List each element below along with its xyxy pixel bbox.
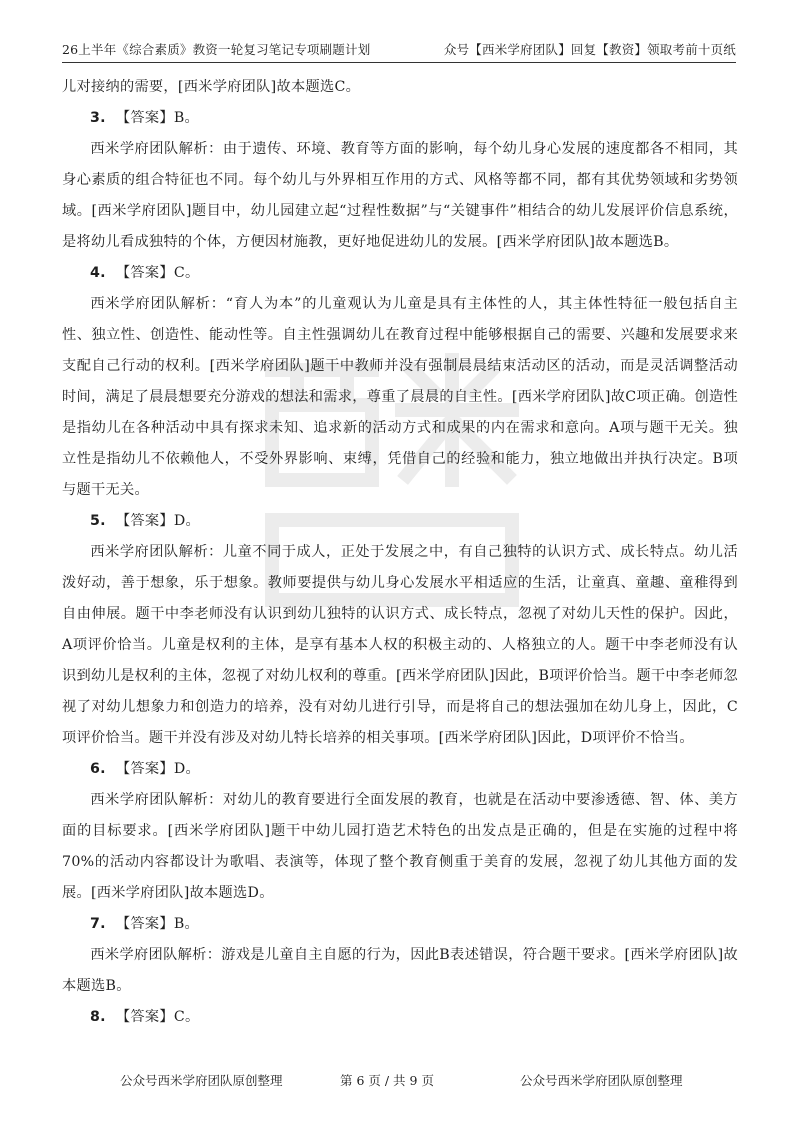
explanation-4: 西米学府团队解析：“育人为本”的儿童观认为儿童是具有主体性的人，其主体性特征一般包括自主性、独立性、创造性、能动性等。自主性强调幼儿在教育过程中能够根据自己的需要、兴趣和发展要求来支配自己行动的权利。[西米学府团队]题干中教师并没有强制晨晨结束活动区的活动，而是灵活调整活动时间，满足了晨晨想要充分游戏的想法和需求，尊重了晨晨的自主性。[西米学府团队]故C项正确。创造性是指幼儿在各种活动中具有探求未知、追求新的活动方式和成果的内在需求和意向。A项与题干无关。独立性是指幼儿不依赖他人，不受外界影响、束缚，凭借自己的经验和能力，独立地做出并执行决定。B项与题干无关。: [62, 296, 738, 498]
footer-left-text: 公众号西米学府团队原创整理: [120, 1073, 283, 1088]
page-footer: [0, 1071, 800, 1091]
question-number: 8.: [90, 1009, 106, 1025]
answer-header-5: [62, 506, 738, 537]
explanation-5: 西米学府团队解析：儿童不同于成人，正处于发展之中，有自己独特的认识方式、成长特点。幼儿活泼好动，善于想象，乐于想象。教师要提供与幼儿身心发展水平相适应的生活，让童真、童趣、童稚得到自由伸展。题干中李老师没有认识到幼儿独特的认识方式、成长特点，忽视了对幼儿天性的保护。因此，A项评价恰当。儿童是权利的主体，是享有基本人权的积极主动的、人格独立的人。题干中李老师没有认识到幼儿是权利的主体，忽视了对幼儿权利的尊重。[西米学府团队]因此，B项评价恰当。题干中李老师忽视了对幼儿想象力和创造力的培养，没有对幼儿进行引导，而是将自己的想法强加在幼儿身上，因此，C项评价恰当。题干并没有涉及对幼儿特长培养的相关事项。[西米学府团队]因此，D项评价不恰当。: [62, 544, 738, 746]
explanation-3: 西米学府团队解析：由于遗传、环境、教育等方面的影响，每个幼儿身心发展的速度都各不相同，其身心素质的组合特征也不同。每个幼儿与外界相互作用的方式、风格等都不同，都有其优势领域和劣势领域。[西米学府团队]题目中，幼儿园建立起“过程性数据”与“关键事件”相结合的幼儿发展评价信息系统，是将幼儿看成独特的个体，方便因材施教，更好地促进幼儿的发展。[西米学府团队]故本题选B。: [62, 141, 738, 250]
explanation-7: 西米学府团队解析：游戏是儿童自主自愿的行为，因此B表述错误，符合题干要求。[西米学府团队]故本题选B。: [62, 947, 738, 994]
answer-header-3: [62, 103, 738, 134]
answer-label: 【答案】D。: [115, 761, 200, 777]
header-left-text: 26上半年《综合素质》教资一轮复习笔记专项刷题计划: [62, 42, 371, 57]
explanation-6: 西米学府团队解析：对幼儿的教育要进行全面发展的教育，也就是在活动中要渗透德、智、体、美方面的目标要求。[西米学府团队]题干中幼儿园打造艺术特色的出发点是正确的，但是在实施的过程中将70%的活动内容都设计为歌唱、表演等，体现了整个教育侧重于美育的发展，忽视了幼儿其他方面的发展。[西米学府团队]故本题选D。: [62, 792, 738, 901]
question-number: 5.: [90, 513, 106, 529]
question-number: 7.: [90, 916, 106, 932]
page-number: 第 6 页 / 共 9 页: [340, 1073, 434, 1088]
question-number: 3.: [90, 110, 106, 126]
answer-header-7: [62, 909, 738, 940]
answer-label: 【答案】D。: [115, 513, 200, 529]
page-header: [62, 38, 736, 63]
answer-label: 【答案】C。: [115, 265, 200, 281]
answer-label: 【答案】B。: [115, 110, 200, 126]
answer-header-6: [62, 754, 738, 785]
answer-label: 【答案】C。: [115, 1009, 200, 1025]
intro-line: 儿对接纳的需要，[西米学府团队]故本题选C。: [62, 79, 361, 95]
answer-header-4: [62, 258, 738, 289]
answer-label: 【答案】B。: [115, 916, 200, 932]
header-right-text: 众号【西米学府团队】回复【教资】领取考前十页纸: [443, 42, 736, 57]
question-number: 4.: [90, 265, 106, 281]
footer-right-text: 公众号西米学府团队原创整理: [520, 1073, 683, 1088]
answer-content: [62, 72, 738, 1033]
answer-header-8: [62, 1002, 738, 1033]
question-number: 6.: [90, 761, 106, 777]
